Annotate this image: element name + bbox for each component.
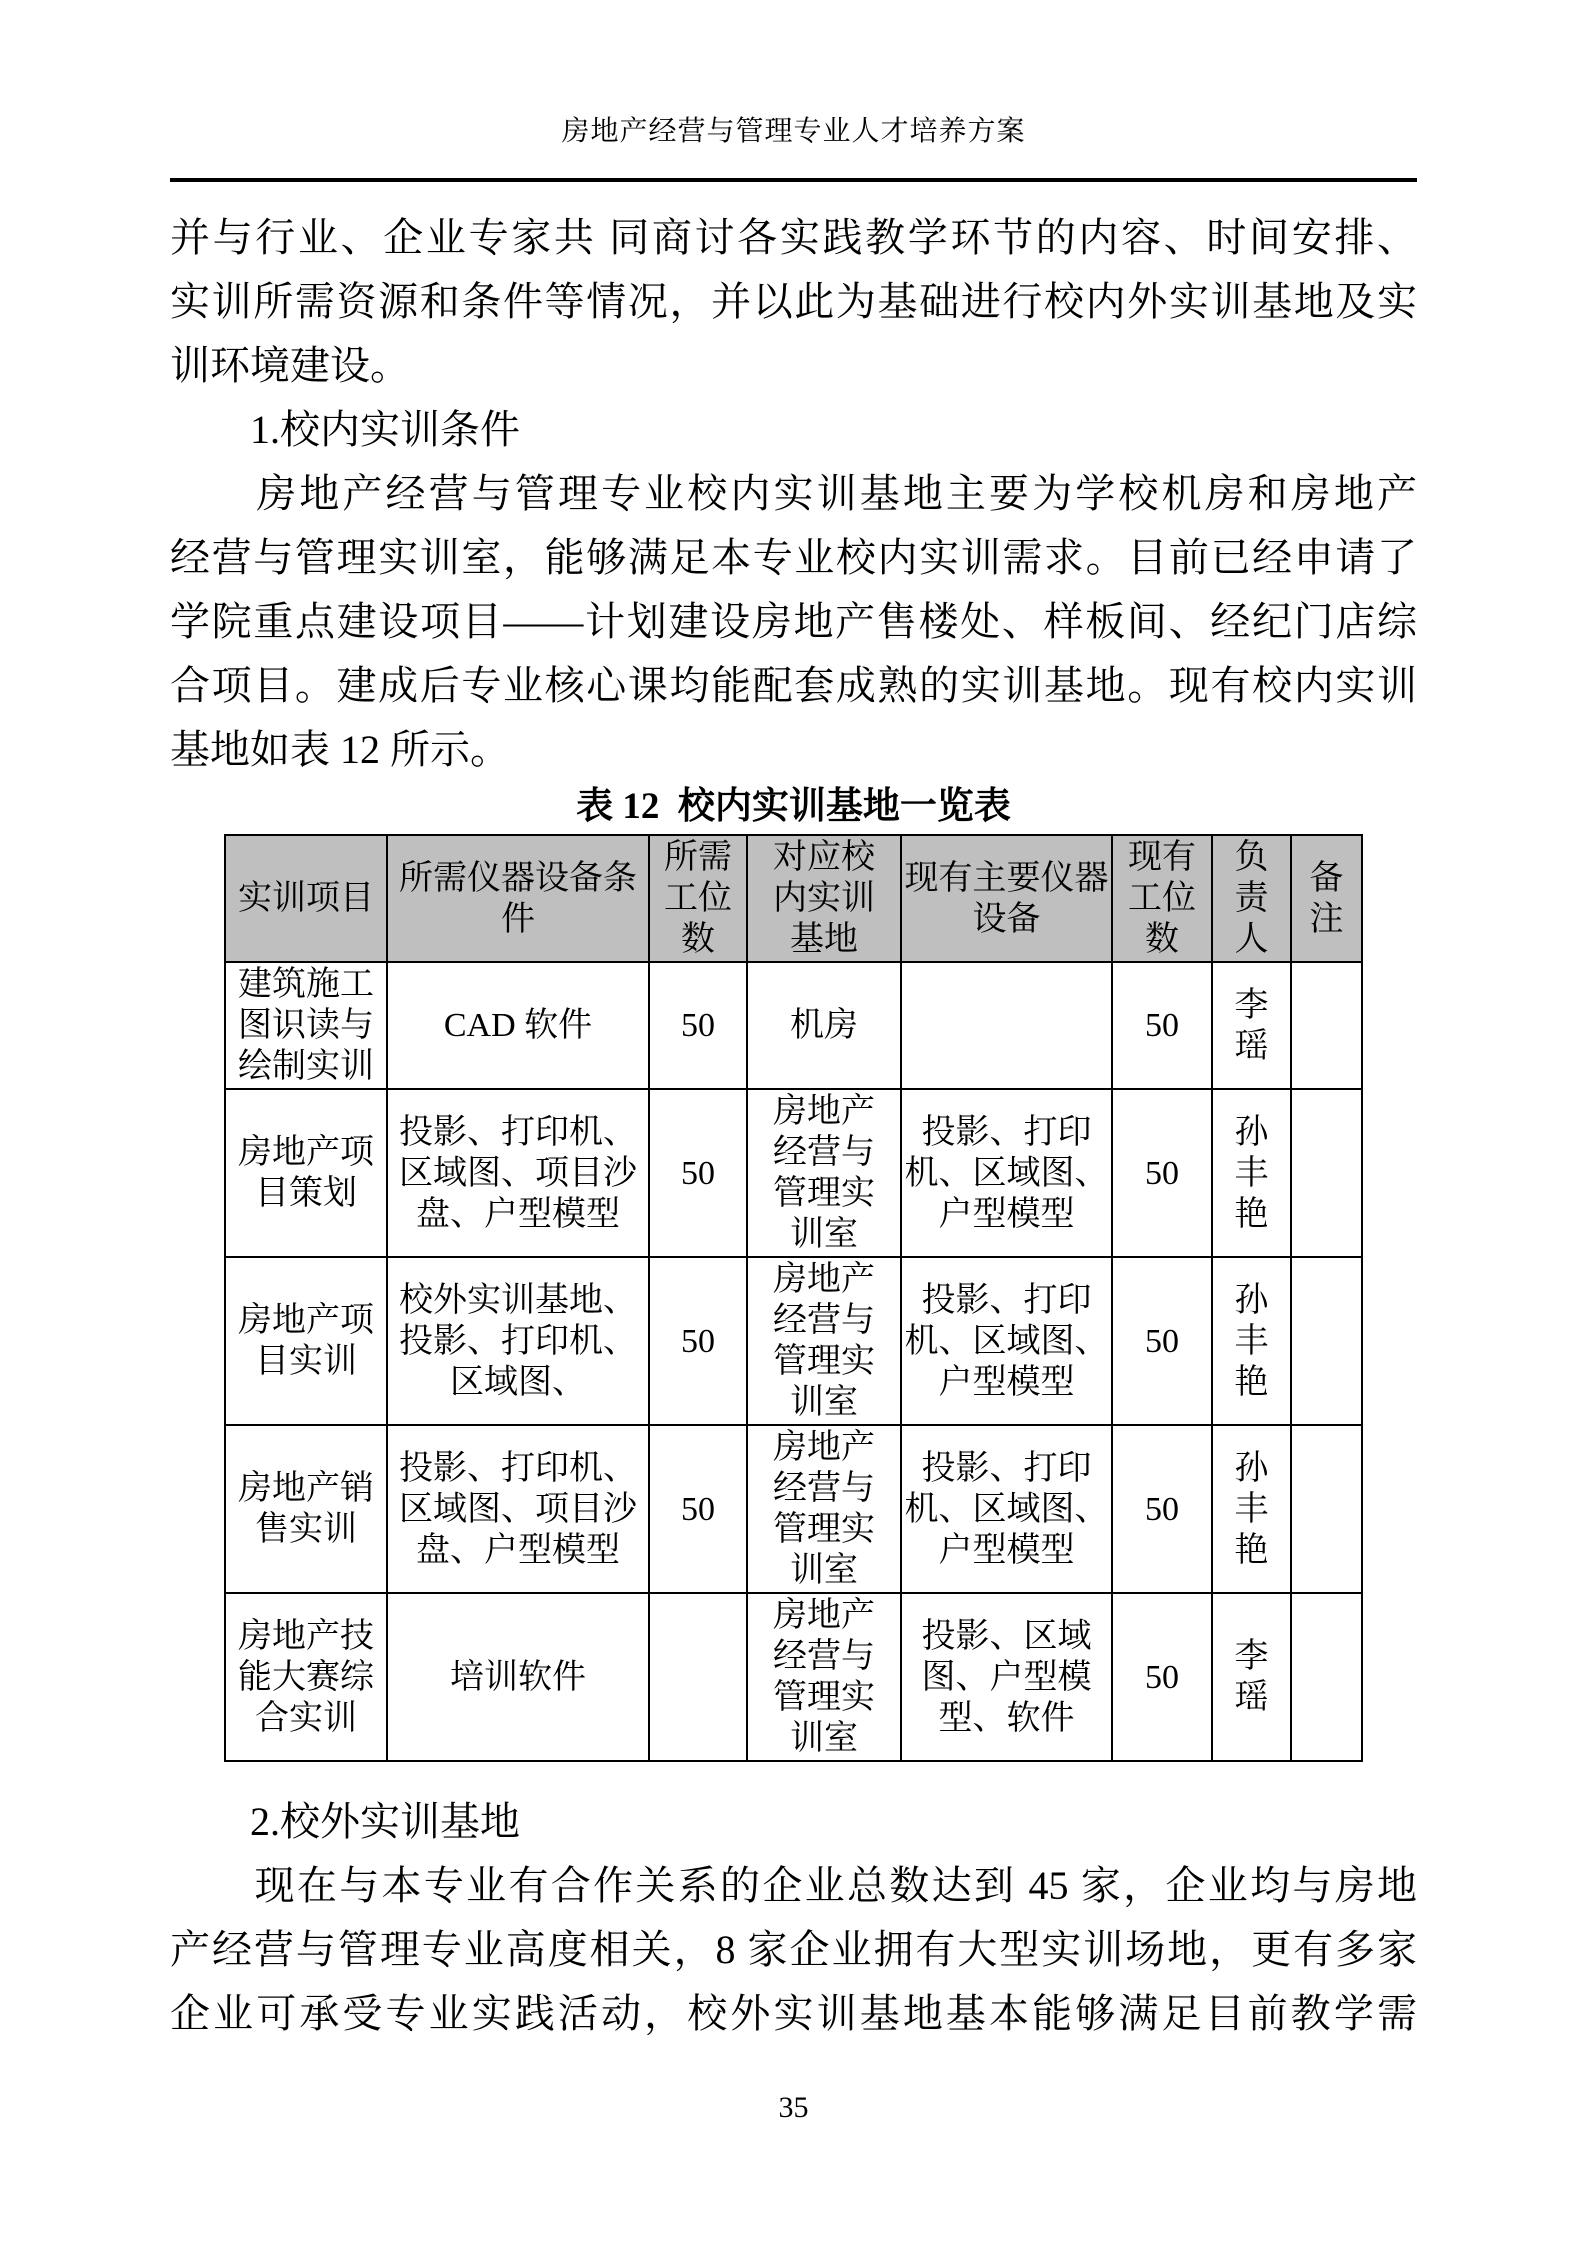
- header-rule: [170, 178, 1417, 182]
- body-line: 实训所需资源和条件等情况，并以此为基础进行校内外实训基地及实: [170, 279, 1417, 324]
- table-row: [225, 1593, 1362, 1761]
- table-body: [225, 962, 1362, 1761]
- table-cell: [1291, 1257, 1362, 1425]
- table-cell: [1291, 1593, 1362, 1761]
- table-cell: 房地产经营与管理实训室: [747, 1593, 901, 1761]
- table-cell: 50: [649, 1257, 747, 1425]
- table-header-cell: 对应校内实训基地: [747, 835, 901, 962]
- table-cell: 房地产经营与管理实训室: [747, 1089, 901, 1257]
- body-line: 现在与本专业有合作关系的企业总数达到 45 家，企业均与房地: [170, 1863, 1417, 1908]
- table-header-cell: 所需工位数: [649, 835, 747, 962]
- body-line: 企业可承受专业实践活动，校外实训基地基本能够满足目前教学需: [170, 1991, 1417, 2036]
- table-cell: 房地产经营与管理实训室: [747, 1425, 901, 1593]
- table-cell: 50: [649, 1089, 747, 1257]
- table-cell: CAD 软件: [387, 962, 649, 1089]
- body-text: [170, 206, 1417, 782]
- table-title: 表 12 校内实训基地一览表: [576, 786, 1011, 827]
- table-cell: 机房: [747, 962, 901, 1089]
- body-line: 并与行业、企业专家共 同商讨各实践教学环节的内容、时间安排、: [170, 215, 1417, 260]
- body-line: 合项目。建成后专业核心课均能配套成熟的实训基地。现有校内实训: [170, 663, 1417, 708]
- table-cell: 投影、区域图、户型模型、软件: [901, 1593, 1112, 1761]
- table-row: [225, 1089, 1362, 1257]
- table-row: [225, 962, 1362, 1089]
- table-cell: [649, 1593, 747, 1761]
- post-table-text: [170, 1790, 1417, 2046]
- body-line: 1.校内实训条件: [170, 407, 520, 452]
- body-line: 产经营与管理专业高度相关，8 家企业拥有大型实训场地，更有多家: [170, 1927, 1417, 1972]
- table-cell: 校外实训基地、投影、打印机、区域图、: [387, 1257, 649, 1425]
- table-cell: 孙丰艳: [1212, 1425, 1291, 1593]
- table-cell: 50: [1112, 1593, 1212, 1761]
- table-cell: 房地产销售实训: [225, 1425, 387, 1593]
- table-cell: 投影、打印机、区域图、户型模型: [901, 1425, 1112, 1593]
- table-cell: 50: [1112, 1257, 1212, 1425]
- table-cell: 李瑶: [1212, 1593, 1291, 1761]
- body-line: 房地产经营与管理专业校内实训基地主要为学校机房和房地产: [170, 471, 1417, 516]
- table-cell: 建筑施工图识读与绘制实训: [225, 962, 387, 1089]
- table-cell: 房地产项目实训: [225, 1257, 387, 1425]
- page-number: 35: [778, 2091, 809, 2124]
- table-cell: 投影、打印机、区域图、项目沙盘、户型模型: [387, 1425, 649, 1593]
- table-cell: 投影、打印机、区域图、户型模型: [901, 1257, 1112, 1425]
- table-cell: 50: [649, 1425, 747, 1593]
- table-header-cell: 现有工位数: [1112, 835, 1212, 962]
- table-cell: [1291, 962, 1362, 1089]
- table-cell: 房地产经营与管理实训室: [747, 1257, 901, 1425]
- table-header-cell: 所需仪器设备条件: [387, 835, 649, 962]
- table-cell: 投影、打印机、区域图、项目沙盘、户型模型: [387, 1089, 649, 1257]
- body-line: 经营与管理实训室，能够满足本专业校内实训需求。目前已经申请了: [170, 535, 1417, 580]
- table-header-cell: 备注: [1291, 835, 1362, 962]
- table-cell: 50: [1112, 1425, 1212, 1593]
- page-header-title: 房地产经营与管理专业人才培养方案: [561, 116, 1026, 147]
- body-line: 学院重点建设项目——计划建设房地产售楼处、样板间、经纪门店综: [170, 599, 1417, 644]
- table-cell: 50: [1112, 1089, 1212, 1257]
- table-cell: 培训软件: [387, 1593, 649, 1761]
- table-cell: 孙丰艳: [1212, 1089, 1291, 1257]
- table-cell: [1291, 1425, 1362, 1593]
- table-cell: 50: [649, 962, 747, 1089]
- table-cell: [1291, 1089, 1362, 1257]
- table-cell: 房地产项目策划: [225, 1089, 387, 1257]
- body-line: 基地如表 12 所示。: [170, 727, 510, 772]
- table-head-row: [225, 835, 1362, 962]
- table-header-cell: 现有主要仪器设备: [901, 835, 1112, 962]
- table-cell: 50: [1112, 962, 1212, 1089]
- table-cell: 孙丰艳: [1212, 1257, 1291, 1425]
- table-cell: [901, 962, 1112, 1089]
- table-header-cell: 负责人: [1212, 835, 1291, 962]
- table-header-cell: 实训项目: [225, 835, 387, 962]
- table-row: [225, 1425, 1362, 1593]
- campus-training-bases-table: [224, 834, 1363, 1762]
- table-row: [225, 1257, 1362, 1425]
- body-line: 训环境建设。: [170, 343, 410, 388]
- table-cell: 李瑶: [1212, 962, 1291, 1089]
- body-line: 2.校外实训基地: [170, 1799, 520, 1844]
- table-cell: 房地产技能大赛综合实训: [225, 1593, 387, 1761]
- table-cell: 投影、打印机、区域图、户型模型: [901, 1089, 1112, 1257]
